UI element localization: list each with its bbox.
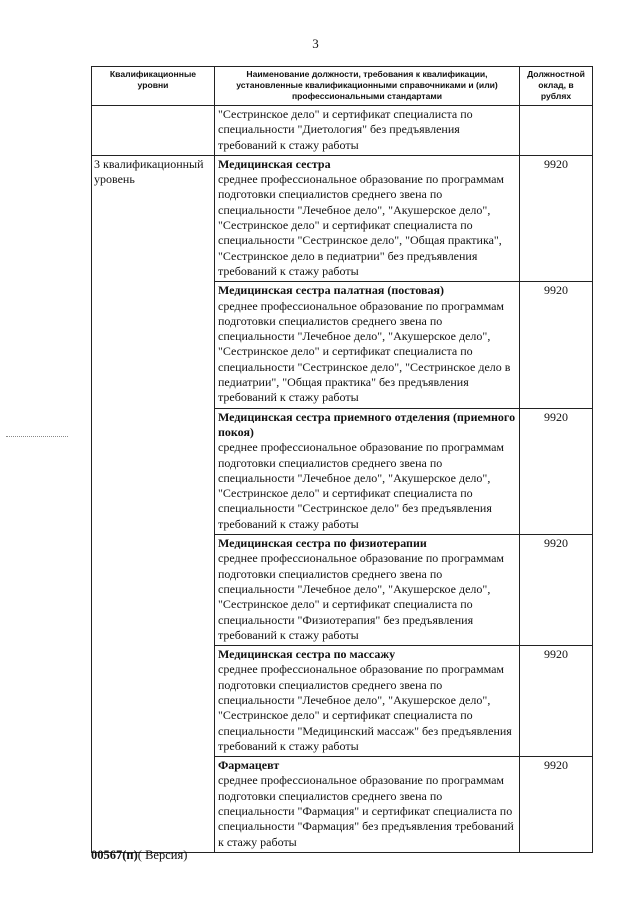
position-cell xyxy=(215,535,520,646)
position-title: Медицинская сестра приемного отделения (приемного покоя) xyxy=(218,409,516,439)
table-row xyxy=(92,155,593,281)
table-row-continuation xyxy=(92,106,593,156)
continuation-text: "Сестринское дело" и сертификат специалиста по специальности "Диетология" без предъявления требований к стажу работы xyxy=(215,106,520,156)
document-version: ( Версия) xyxy=(137,848,188,862)
qualification-level: 3 квалификационный уровень xyxy=(92,155,215,852)
position-requirements: среднее профессиональное образование по программам подготовки специалистов среднего звена по специальности "Лечебное дело", "Акушерское дело", "Сестринское дело" и сертификат специалиста по специальности "Сестринское дело", "Сестринское дело в педиатрии", "Общая практика" без предъявления требований к стажу работы xyxy=(218,298,511,405)
cell-level-empty xyxy=(92,106,215,156)
document-code: 00567(п) xyxy=(91,848,138,862)
position-requirements: среднее профессиональное образование по программам подготовки специалистов среднего звена по специальности "Фармация" и сертификат специалиста по специальности "Фармация" без предъявления требований к стажу работы xyxy=(218,773,514,849)
qualification-table xyxy=(91,66,593,853)
cell-salary-empty xyxy=(520,106,593,156)
position-title: Медицинская сестра по физиотерапии xyxy=(218,536,427,551)
position-requirements: среднее профессиональное образование по программам подготовки специалистов среднего звена по специальности "Лечебное дело", "Акушерское дело", "Сестринское дело" и сертификат специалиста по специальности "Сестринское дело" без предъявления требований к стажу работы xyxy=(218,440,505,531)
page-number: 3 xyxy=(312,36,319,51)
position-requirements: среднее профессиональное образование по программам подготовки специалистов среднего звена по специальности "Лечебное дело", "Акушерское дело", "Сестринское дело" и сертификат специалиста по специальности "Сестринское дело", "Общая практика", "Сестринское дело в педиатрии" без предъявления требований к стажу работы xyxy=(218,172,505,278)
position-requirements: среднее профессиональное образование по программам подготовки специалистов среднего звена по специальности "Лечебное дело", "Акушерское дело", "Сестринское дело" и сертификат специалиста по специальности "Медицинский массаж" без предъявления требований к стажу работы xyxy=(218,662,512,753)
position-title: Медицинская сестра xyxy=(218,156,331,171)
salary-value: 9920 xyxy=(520,155,593,281)
header-position: Наименование должности, требования к квалификации, установленные квалификационными справочниками и (или) профессиональными стандартами xyxy=(215,67,520,106)
salary-value: 9920 xyxy=(520,535,593,646)
position-cell xyxy=(215,155,520,281)
position-cell xyxy=(215,282,520,408)
position-cell xyxy=(215,646,520,757)
table-header-row xyxy=(92,67,593,106)
margin-dotted-mark xyxy=(6,436,68,439)
document-footer xyxy=(91,848,187,863)
header-level: Квалификационные уровни xyxy=(92,67,215,106)
position-requirements: среднее профессиональное образование по программам подготовки специалистов среднего звена по специальности "Лечебное дело", "Акушерское дело", "Сестринское дело" и сертификат специалиста по специальности "Физиотерапия" без предъявления требований к стажу работы xyxy=(218,551,505,642)
salary-value: 9920 xyxy=(520,282,593,408)
position-title: Медицинская сестра палатная (постовая) xyxy=(218,283,444,298)
salary-value: 9920 xyxy=(520,757,593,853)
position-title: Фармацевт xyxy=(218,758,280,773)
salary-value: 9920 xyxy=(520,646,593,757)
position-cell xyxy=(215,408,520,534)
salary-value: 9920 xyxy=(520,408,593,534)
header-salary: Должностной оклад, в рублях xyxy=(520,67,593,106)
position-cell xyxy=(215,757,520,853)
position-title: Медицинская сестра по массажу xyxy=(218,647,396,662)
